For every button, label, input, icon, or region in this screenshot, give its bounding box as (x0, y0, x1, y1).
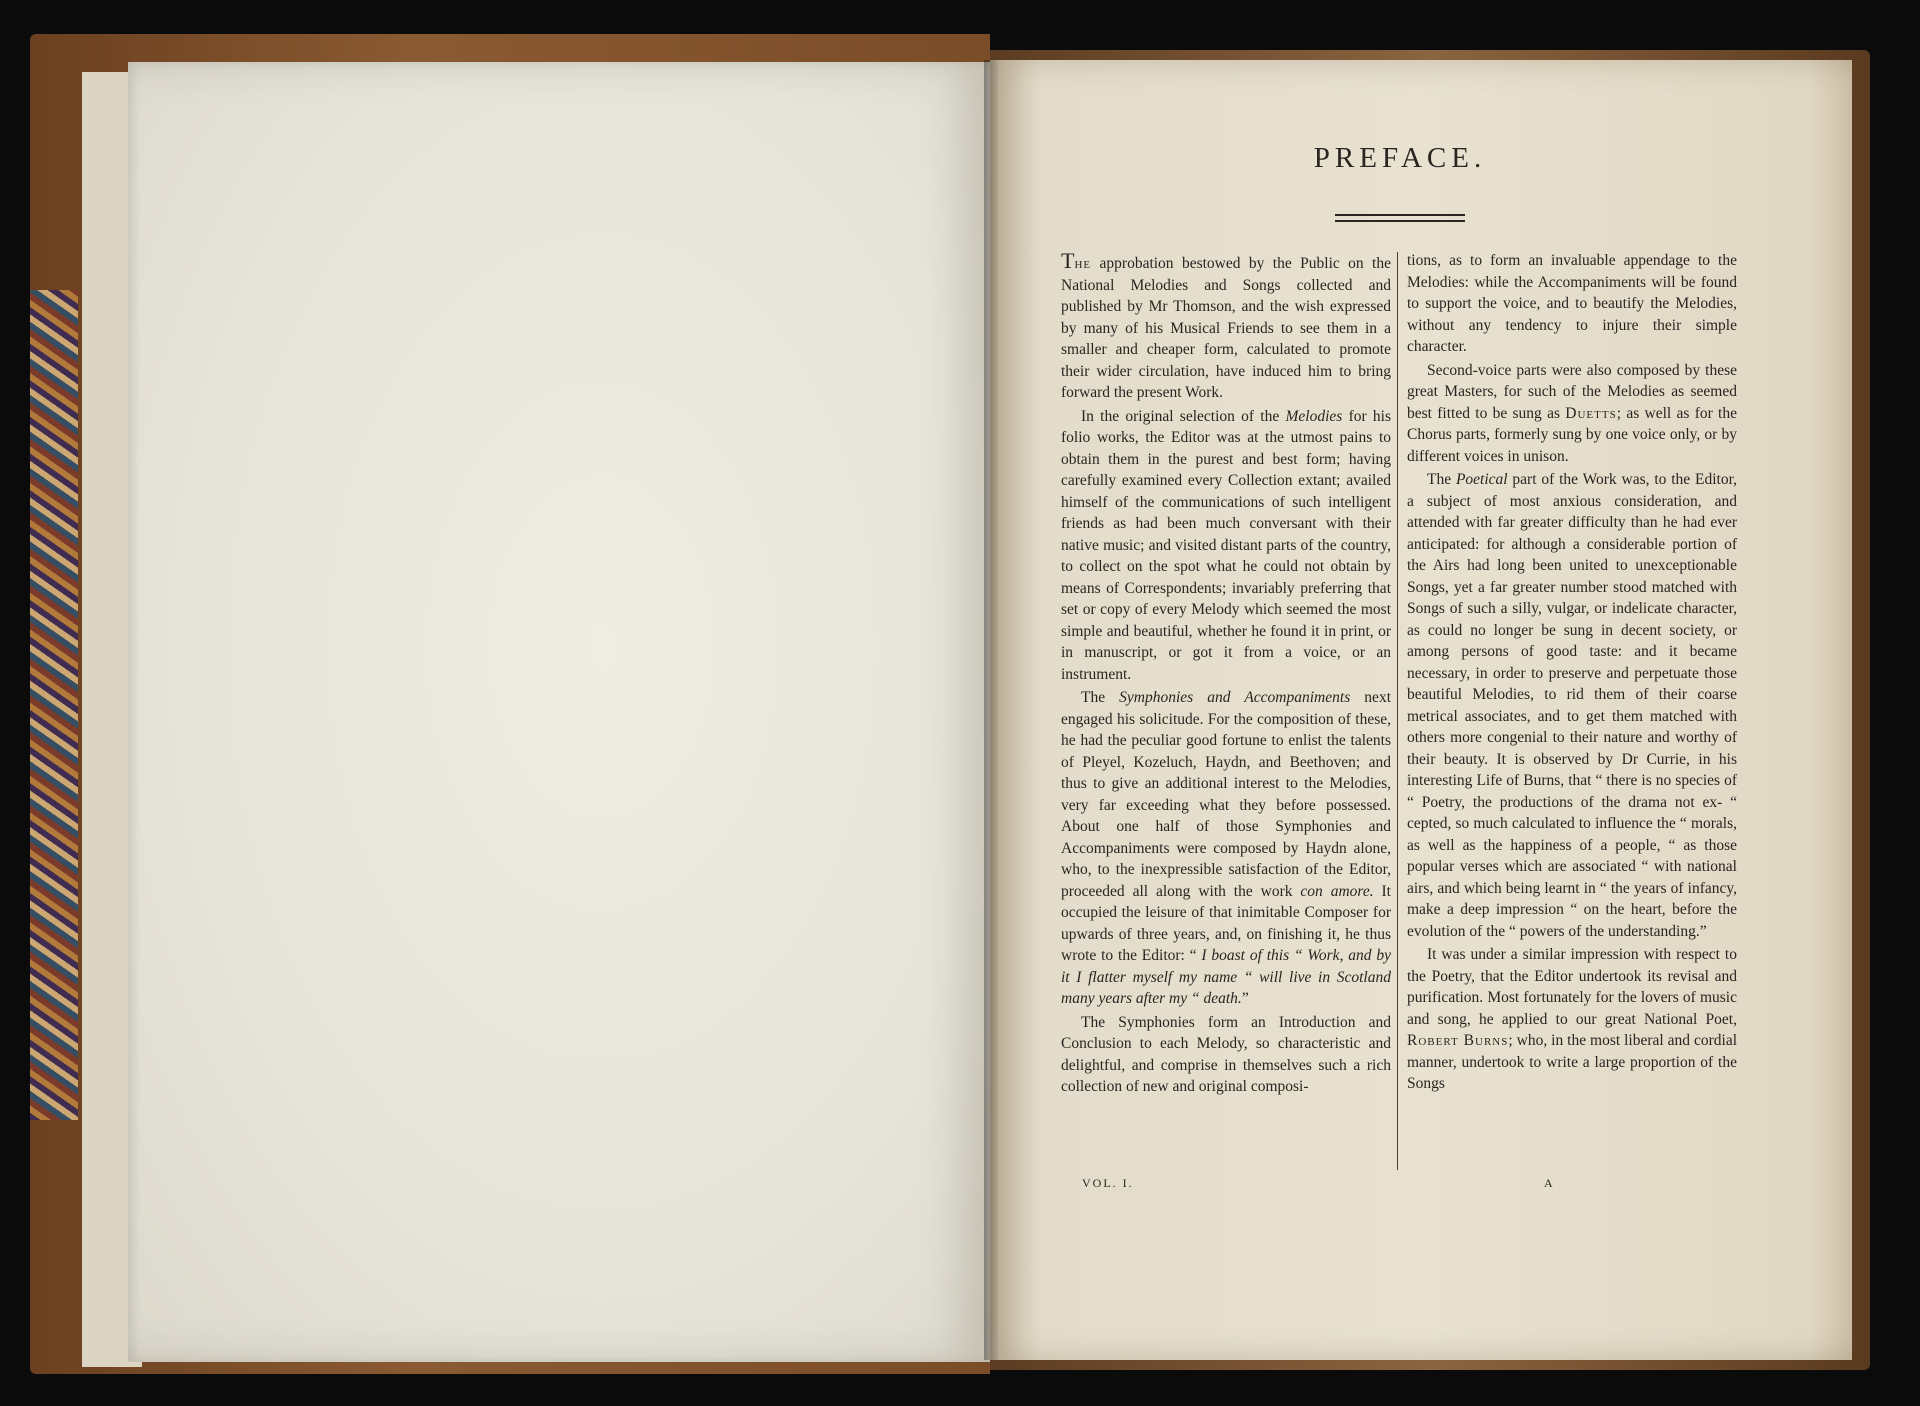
paragraph: Second-voice parts were also composed by these great Masters, for such of the Melodies as seemed best fitted to be sung as Duetts; as well as for the Chorus parts, formerly sung by one voice only, or by different voices in unison. (1407, 361, 1737, 465)
gathering-letter: A (1544, 1176, 1555, 1190)
paragraph: The Symphonies form an Introduction and Conclusion to each Melody, so characteristic and delightful, and comprise in themselves such a rich collection of new and original composi- (1061, 1013, 1391, 1095)
drop-cap: T (1061, 248, 1075, 273)
paragraph: The Poetical part of the Work was, to the Editor, a subject of most anxious consideration, and attended with far greater difficulty than he had ever anticipated: for although a considerable portion of the Airs had long been united to unexceptionable Songs, yet a far greater number stood matched with Songs of such a silly, vulgar, or indelicate character, as could no longer be sung in decent society, or among persons of good taste: and it became necessary, in order to preserve and perpetuate those beautiful Melodies, to rid them of their coarse metrical associates, and to get them matched with others more congenial to their nature and worthy of their beauty. It is observed by Dr Currie, in his interesting Life of Burns, that “ there is no species of “ Poetry, the productions of the drama not ex- “ cepted, so much calculated to influence the “ morals, as well as the happiness of a people, “ as those popular verses which are associated “ with national airs, and which being learnt in “ the years of infancy, make a deep impression “ on the heart, before the evolution of the “ powers of the understanding.” (1407, 471, 1737, 940)
paragraph: It was under a similar impression with respect to the Poetry, that the Editor undertook its revisal and purification. Most fortunately for the lovers of music and song, he applied to our great National Poet, Robert Burns; who, in the most liberal and cordial manner, undertook to write a large proportion of the Songs (1407, 946, 1738, 1092)
text-column-right (1407, 250, 1737, 1097)
paragraph: In the original selection of the Melodies for his folio works, the Editor was at the utmost pains to obtain them in the purest and best form; having carefully examined every Collection extant; availed himself of the communications of such intelligent friends as had been much conversant with their native music; and visited distant parts of the country, to collect on the spot what he could not obtain by means of Correspondents; invariably preferring that set or copy of every Melody which seemed the most simple and beautiful, whether he found it in print, or in manuscript, or got it from a voice, or an instrument. (1061, 407, 1391, 683)
blank-left-page (128, 62, 990, 1362)
title-rule-top (1335, 214, 1465, 216)
signature-mark: VOL. I. (1082, 1176, 1134, 1190)
paragraph: The approbation bestowed by the Public on the National Melodies and Songs collected and published by Mr Thomson, and the wish expressed by many of his Musical Friends to see them in a smaller and cheaper form, calculated to promote their wider circulation, have induced him to bring forward the present Work. (1061, 248, 1391, 401)
column-divider (1397, 252, 1398, 1170)
text-column-left (1061, 250, 1391, 1100)
title-rule-bottom (1335, 220, 1465, 222)
paragraph: The Symphonies and Accompaniments next engaged his solicitude. For the composition of these, he had the peculiar good fortune to enlist the talents of Pleyel, Kozeluch, Haydn, and Beethoven; and thus to give an additional interest to the Melodies, very far exceeding what they before possessed. About one half of those Symphonies and Accompaniments were composed by Haydn alone, who, to the inexpressible satisfaction of the Editor, proceeded all along with the work con amore. It occupied the leisure of that inimitable Composer for upwards of three years, and, on finishing it, he thus wrote to the Editor: “ I boast of this “ Work, and by it I flatter myself my name “ will live in Scotland many years after my “ death.” (1061, 689, 1391, 1007)
book-gutter (984, 60, 998, 1360)
paragraph: tions, as to form an invaluable appendage to the Melodies: while the Accompaniments will be found to support the voice, and to beautify the Melodies, without any tendency to injure their simple character. (1407, 252, 1737, 355)
marbled-paper-edge (30, 290, 78, 1120)
page-title: PREFACE. (1313, 142, 1487, 174)
